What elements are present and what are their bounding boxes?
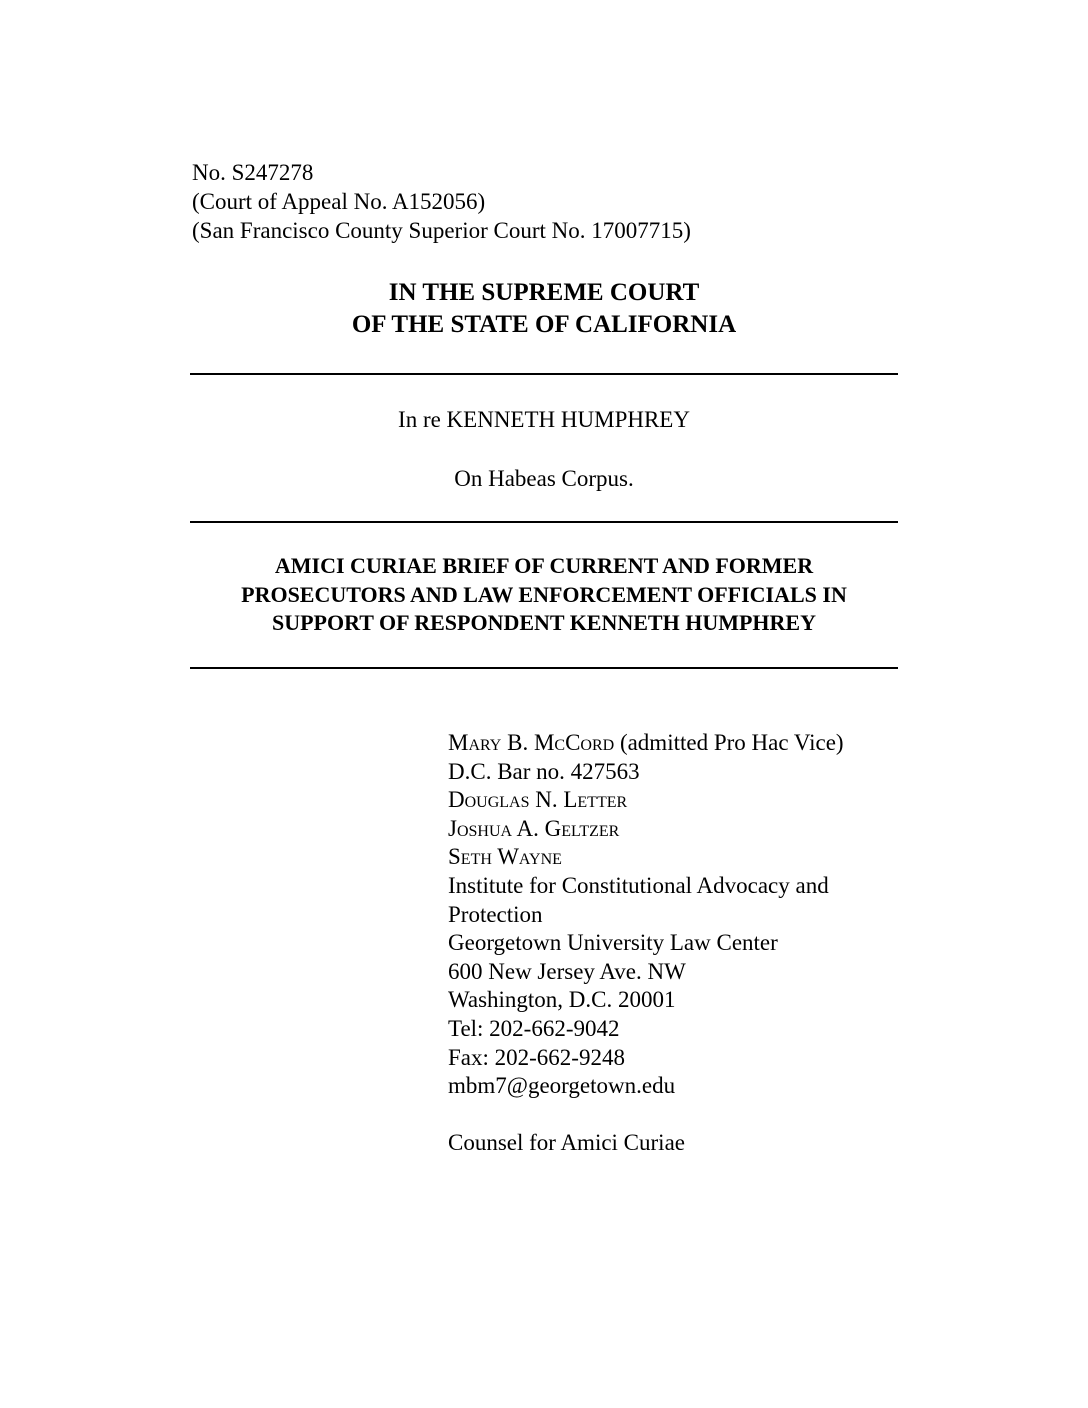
brief-title-line-3: SUPPORT OF RESPONDENT KENNETH HUMPHREY: [272, 610, 816, 635]
attorney-2-name: Douglas N. Letter: [448, 787, 628, 813]
attorney-1-note: (admitted Pro Hac Vice): [614, 730, 844, 755]
proceeding-type: On Habeas Corpus.: [454, 466, 634, 491]
brief-title: [190, 552, 898, 638]
counsel-for: Counsel for Amici Curiae: [448, 1130, 685, 1155]
attorney-1: [448, 729, 844, 758]
attorney-3-name: Joshua A. Geltzer: [448, 815, 620, 841]
street-address: 600 New Jersey Ave. NW: [448, 958, 686, 984]
court-title: [190, 277, 898, 341]
attorney-4-name: Seth Wayne: [448, 844, 562, 870]
city-address: Washington, D.C. 20001: [448, 987, 676, 1013]
brief-title-line-1: AMICI CURIAE BRIEF OF CURRENT AND FORMER: [274, 553, 814, 578]
attorney-1-name: Mary B. McCord: [448, 730, 615, 755]
divider-rule-2: [190, 521, 898, 523]
school-name: Georgetown University Law Center: [448, 930, 778, 956]
telephone: Tel: 202-662-9042: [448, 1015, 620, 1041]
divider-rule-3: [190, 667, 898, 669]
superior-court-number: (San Francisco County Superior Court No. 17007715): [192, 218, 691, 243]
court-title-line-1: IN THE SUPREME COURT: [388, 279, 700, 306]
divider-rule-1: [190, 373, 898, 375]
case-party: In re KENNETH HUMPHREY: [398, 407, 690, 432]
brief-title-line-2: PROSECUTORS AND LAW ENFORCEMENT OFFICIALS IN: [241, 581, 847, 607]
court-title-line-2: OF THE STATE OF CALIFORNIA: [351, 311, 737, 338]
court-of-appeal-number: (Court of Appeal No. A152056): [192, 189, 486, 214]
counsel-block: [448, 729, 844, 1101]
email: mbm7@georgetown.edu: [448, 1073, 676, 1099]
supreme-court-case-number: No. S247278: [192, 160, 314, 185]
case-numbers: [192, 158, 691, 245]
bar-number: D.C. Bar no. 427563: [448, 758, 640, 784]
institute-line-2: Protection: [448, 901, 543, 927]
fax: Fax: 202-662-9248: [448, 1044, 625, 1070]
institute-line-1: Institute for Constitutional Advocacy and: [448, 872, 829, 898]
